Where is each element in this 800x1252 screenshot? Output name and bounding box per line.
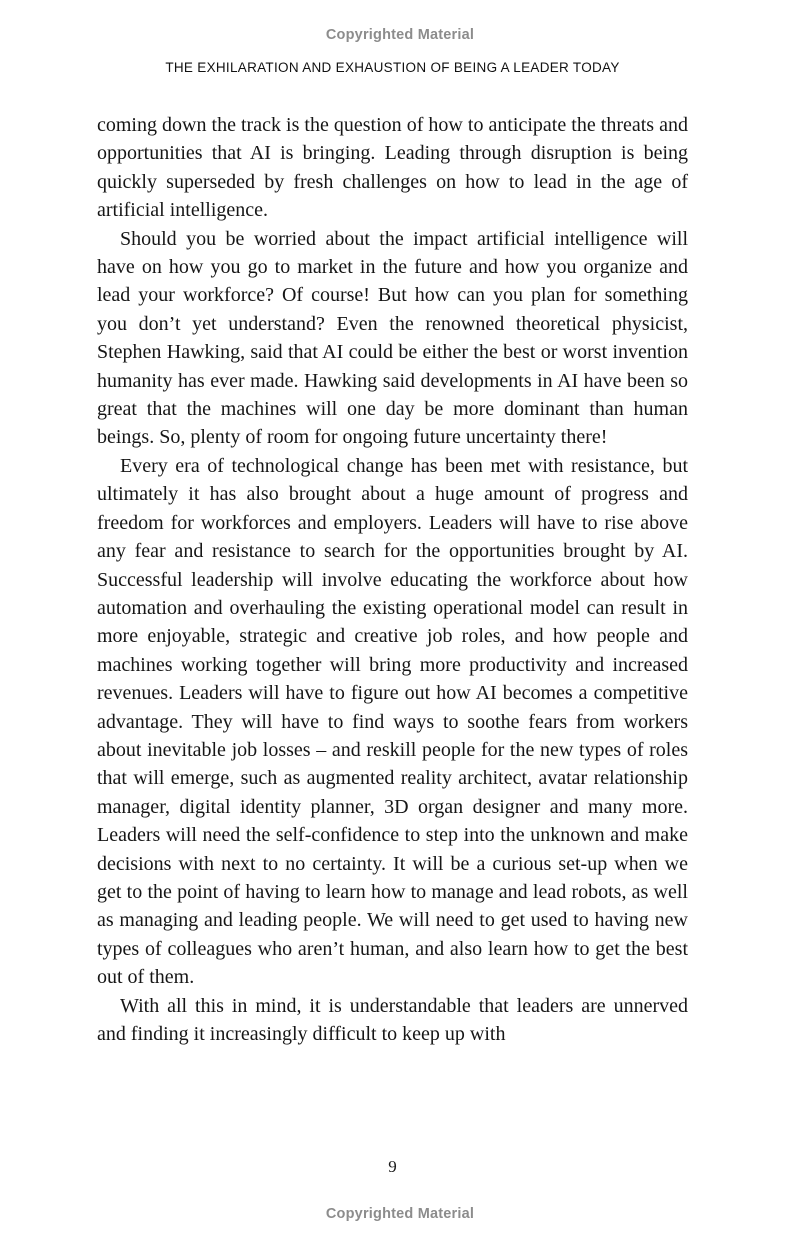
paragraph: coming down the track is the question of how to anticipate the threats and opportunities that AI is bringing. Leading through disruption is being quickly superseded by fresh challenges on how to lead in the age of artificial intelligence. xyxy=(97,114,688,222)
running-header: THE EXHILARATION AND EXHAUSTION OF BEING A LEADER TODAY xyxy=(165,60,620,75)
copyright-notice-top: Copyrighted Material xyxy=(325,27,475,43)
paragraph: With all this in mind, it is understandable that leaders are unnerved and finding it increasingly difficult to keep up with xyxy=(97,994,688,1045)
copyright-notice-bottom: Copyrighted Material xyxy=(325,1206,475,1222)
paragraph: Should you be worried about the impact artificial intelligence will have on how you go to market in the future and how you organize and lead your workforce? Of course! But how can you plan for something you don’t yet understand? Even the renowned theoretical physicist, Stephen Hawking, said that AI could be either the best or worst invention humanity has ever made. Hawking said developments in AI have been so great that the machines will one day be more dominant than human beings. So, plenty of room for ongoing future uncertainty there! xyxy=(97,227,688,449)
body-text xyxy=(97,111,688,1048)
page-number: 9 xyxy=(388,1157,397,1176)
paragraph: Every era of technological change has been met with resistance, but ultimately it has also brought about a huge amount of progress and freedom for workforces and employers. Leaders will have to rise above any fear and resistance to search for the opportunities brought by AI. Successful leadership will involve educating the workforce about how automation and overhauling the existing operational model can result in more enjoyable, strategic and creative job roles, and how people and machines working together will bring more productivity and increased revenues. Leaders will have to figure out how AI becomes a competitive advantage. They will have to find ways to soothe fears from workers about inevitable job losses – and reskill people for the new types of roles that will emerge, such as augmented reality architect, avatar relationship manager, digital identity planner, 3D organ designer and many more. Leaders will need the self-confidence to step into the unknown and make decisions with next to no certainty. It will be a curious set-up when we get to the point of having to learn how to manage and lead robots, as well as managing and leading people. We will need to get used to having new types of colleagues who aren’t human, and also learn how to get the best out of them. xyxy=(97,454,688,989)
